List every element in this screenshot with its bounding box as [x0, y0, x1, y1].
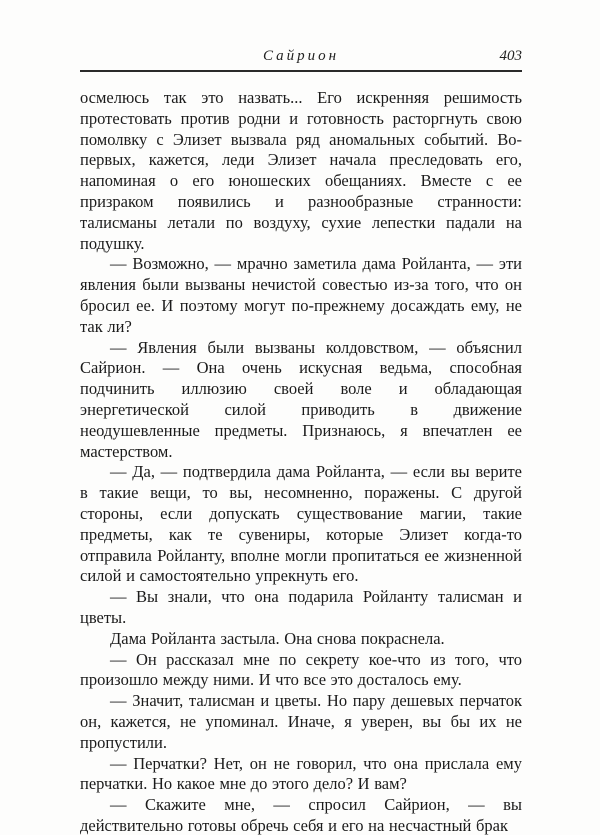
running-title: Сайрион: [262, 48, 340, 64]
paragraph-dialog: — Перчатки? Нет, он не говорил, что она прислала ему перчатки. Но какое мне до этого дело? И вам?: [80, 753, 522, 794]
paragraph-dialog: — Возможно, — мрачно заметила дама Ройланта, — эти явления были вызваны нечистой совестью из-за того, что он бросил ее. И поэтому могут по-прежнему досаждать ему, не так ли?: [80, 254, 522, 336]
page-header: [80, 48, 522, 72]
paragraph-dialog: — Скажите мне, — спросил Сайрион, — вы действительно готовы обречь себя и его на несчастный брак: [80, 795, 522, 835]
paragraph-dialog: — Вы знали, что она подарила Ройланту талисман и цветы.: [80, 587, 522, 627]
page-number: 403: [499, 48, 522, 64]
paragraph-dialog: — Значит, талисман и цветы. Но пару дешевых перчаток он, кажется, не упоминал. Иначе, я уверен, вы бы их не пропустили.: [80, 691, 522, 752]
paragraph-dialog: — Он рассказал мне по секрету кое-что из того, что произошло между ними. И что все это досталось ему.: [80, 649, 522, 690]
page-content: [80, 88, 522, 835]
paragraph-dialog: — Явления были вызваны колдовством, — объяснил Сайрион. — Она очень искусная ведьма, способная подчинить иллюзию своей воле и обладающая энергетической силой приводить в движение неодушевленные предметы. Признаюсь, я впечатлен ее мастерством.: [80, 337, 522, 461]
paragraph-dialog: — Да, — подтвердила дама Ройланта, — если вы верите в такие вещи, то вы, несомненно, поражены. С другой стороны, если допускать существование магии, такие предметы, как те сувениры, которые Элизет когда-то отправила Ройланту, вполне могли пропитаться ее жизненной силой и самостоятельно упрекнуть его.: [80, 462, 522, 586]
paragraph-continuation: осмелюсь так это назвать... Его искренняя решимость протестовать против родни и готовность расторгнуть свою помолвку с Элизет вызвала ряд аномальных событий. Во-первых, кажется, леди Элизет начала преследовать его, напоминая о его юношеских обещаниях. Вместе с ее призраком появились и разнообразные странности: талисманы летали по воздуху, сухие лепестки падали на подушку.: [80, 88, 522, 253]
paragraph-narration: Дама Ройланта застыла. Она снова покраснела.: [110, 628, 445, 648]
